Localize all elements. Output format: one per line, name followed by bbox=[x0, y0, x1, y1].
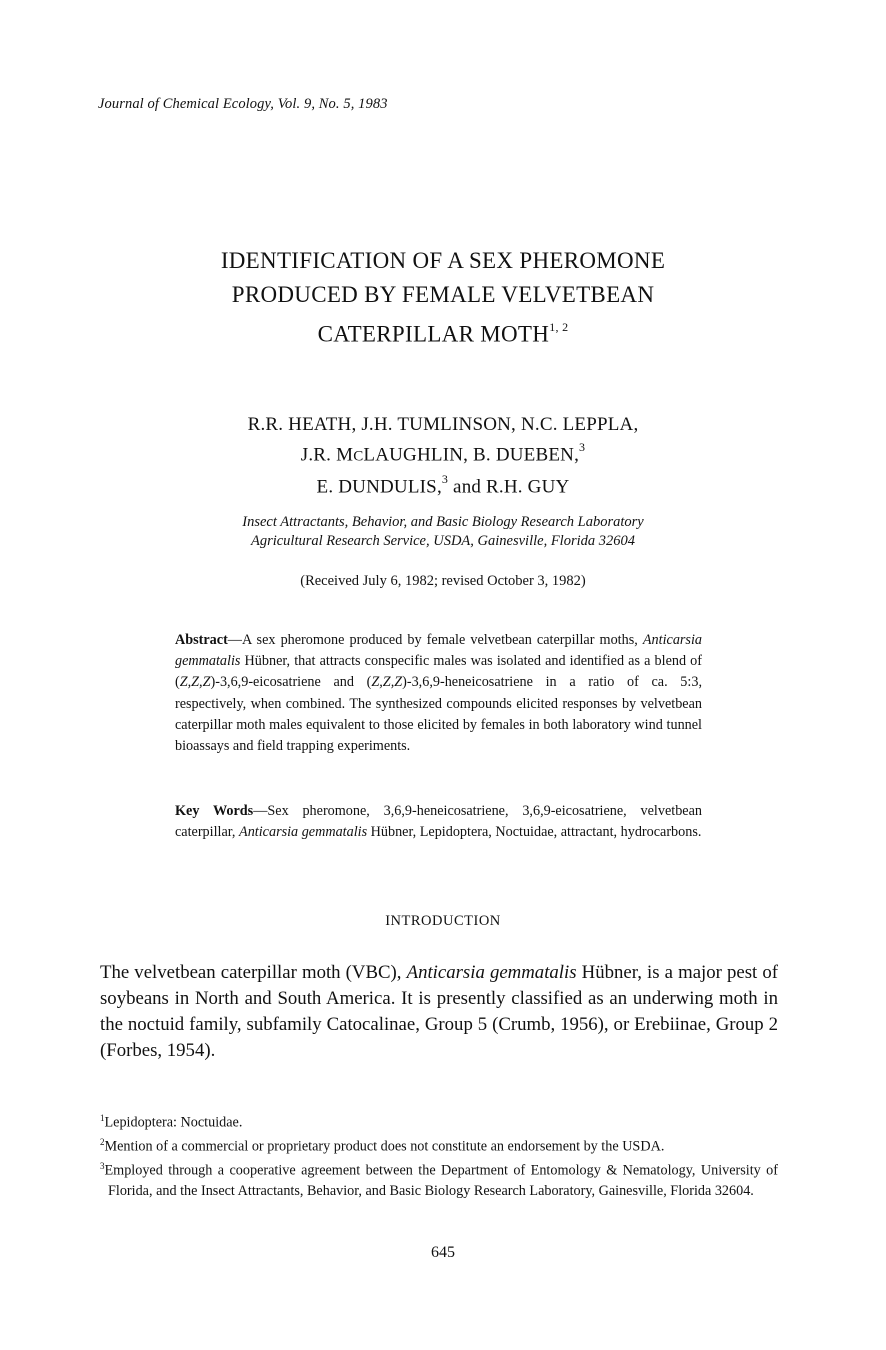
intro-species: Anticarsia gemmatalis bbox=[406, 962, 577, 983]
footnote-mark: 2 bbox=[100, 1137, 105, 1148]
abstract-text: A sex pheromone produced by female velvetbean caterpillar moths, bbox=[241, 632, 643, 648]
key-words-dash: — bbox=[253, 803, 268, 819]
key-words-text: Sex pheromone, 3,6,9-heneicosatriene, 3,6,9-eicosatriene, velvetbean caterpillar, bbox=[175, 803, 702, 841]
affiliation-line: Insect Attractants, Behavior, and Basic Biology Research Laboratory bbox=[242, 514, 644, 530]
abstract-species: Anticarsia gemmatalis bbox=[175, 632, 702, 670]
footnotes bbox=[100, 1109, 778, 1201]
author-list bbox=[90, 412, 796, 500]
intro-text: Hübner, is a major pest of soybeans in North and South America. It is presently classified as an underwing moth in the noctuid family, subfamily Catocalinae, Group 5 (Crumb, 1956), or Erebiinae, Group 2 (Forbes, 1954). bbox=[100, 962, 778, 1061]
author-text: E. DUNDULIS, bbox=[316, 476, 442, 498]
footnote bbox=[100, 1157, 778, 1201]
received-dates: (Received July 6, 1982; revised October 3, 1982) bbox=[300, 573, 586, 589]
title-line-text: CATERPILLAR MOTH bbox=[317, 321, 550, 347]
author-text: and R.H. GUY bbox=[448, 476, 570, 498]
abstract-isomer: Z,Z,Z bbox=[371, 674, 403, 691]
abstract bbox=[175, 630, 702, 757]
footnote-text: Employed through a cooperative agreement between the Department of Entomology & Nematology, University of Florida, and the Insect Attractants, Behavior, and Basic Biology Research Laboratory, Gainesville, Florida 32604. bbox=[104, 1163, 778, 1199]
article-title bbox=[90, 244, 796, 352]
title-line: PRODUCED BY FEMALE VELVETBEAN bbox=[231, 282, 655, 307]
key-words-label: Key Words bbox=[175, 803, 254, 819]
author-line: R.R. HEATH, J.H. TUMLINSON, N.C. LEPPLA, bbox=[247, 414, 639, 435]
introduction-paragraph bbox=[100, 960, 778, 1064]
abstract-text: Hübner, that attracts conspecific males was isolated and identified as a blend of ( bbox=[175, 653, 702, 691]
abstract-label: Abstract bbox=[175, 632, 228, 648]
footnote-text: Lepidoptera: Noctuidae. bbox=[104, 1114, 243, 1131]
footnote-mark: 1 bbox=[100, 1113, 105, 1123]
author-text: LAUGHLIN, B. DUEBEN, bbox=[363, 444, 580, 466]
title-line bbox=[90, 312, 796, 352]
abstract-isomer: Z,Z,Z bbox=[179, 674, 211, 691]
intro-text: The velvetbean caterpillar moth (VBC), bbox=[100, 962, 407, 983]
key-words-species: Anticarsia gemmatalis bbox=[239, 824, 368, 841]
author-line bbox=[90, 437, 796, 469]
affiliation bbox=[90, 513, 796, 551]
key-words bbox=[175, 801, 702, 843]
author-footnote-mark: 3 bbox=[579, 440, 586, 454]
title-footnote-marks: 1, 2 bbox=[549, 320, 569, 334]
title-line: IDENTIFICATION OF A SEX PHEROMONE bbox=[220, 248, 666, 273]
abstract-text: )-3,6,9-eicosatriene and ( bbox=[210, 674, 372, 691]
footnote bbox=[100, 1133, 778, 1157]
author-footnote-mark: 3 bbox=[441, 472, 449, 487]
page-number: 645 bbox=[431, 1244, 455, 1261]
affiliation-line: Agricultural Research Service, USDA, Gainesville, Florida 32604 bbox=[250, 533, 636, 549]
footnote-mark: 3 bbox=[100, 1161, 105, 1172]
abstract-dash: — bbox=[227, 632, 242, 648]
footnote bbox=[100, 1109, 778, 1133]
abstract-text: )-3,6,9-heneicosatriene in a ratio of ca. 5:3, respectively, when combined. The synthesized compounds elicited responses by velvetbean caterpillar moth males equivalent to those elicited by females in both laboratory wind tunnel bioassays and field trapping experiments. bbox=[175, 674, 702, 755]
section-heading: INTRODUCTION bbox=[385, 913, 501, 929]
author-text-small-caps: C bbox=[353, 448, 364, 465]
key-words-text: Hübner, Lepidoptera, Noctuidae, attractant, hydrocarbons. bbox=[367, 824, 702, 841]
footnote-text: Mention of a commercial or proprietary product does not constitute an endorsement by the USDA. bbox=[104, 1138, 665, 1155]
journal-citation: Journal of Chemical Ecology, Vol. 9, No. 5, 1983 bbox=[98, 96, 388, 112]
author-line bbox=[90, 469, 796, 499]
author-text: J.R. M bbox=[300, 444, 354, 466]
